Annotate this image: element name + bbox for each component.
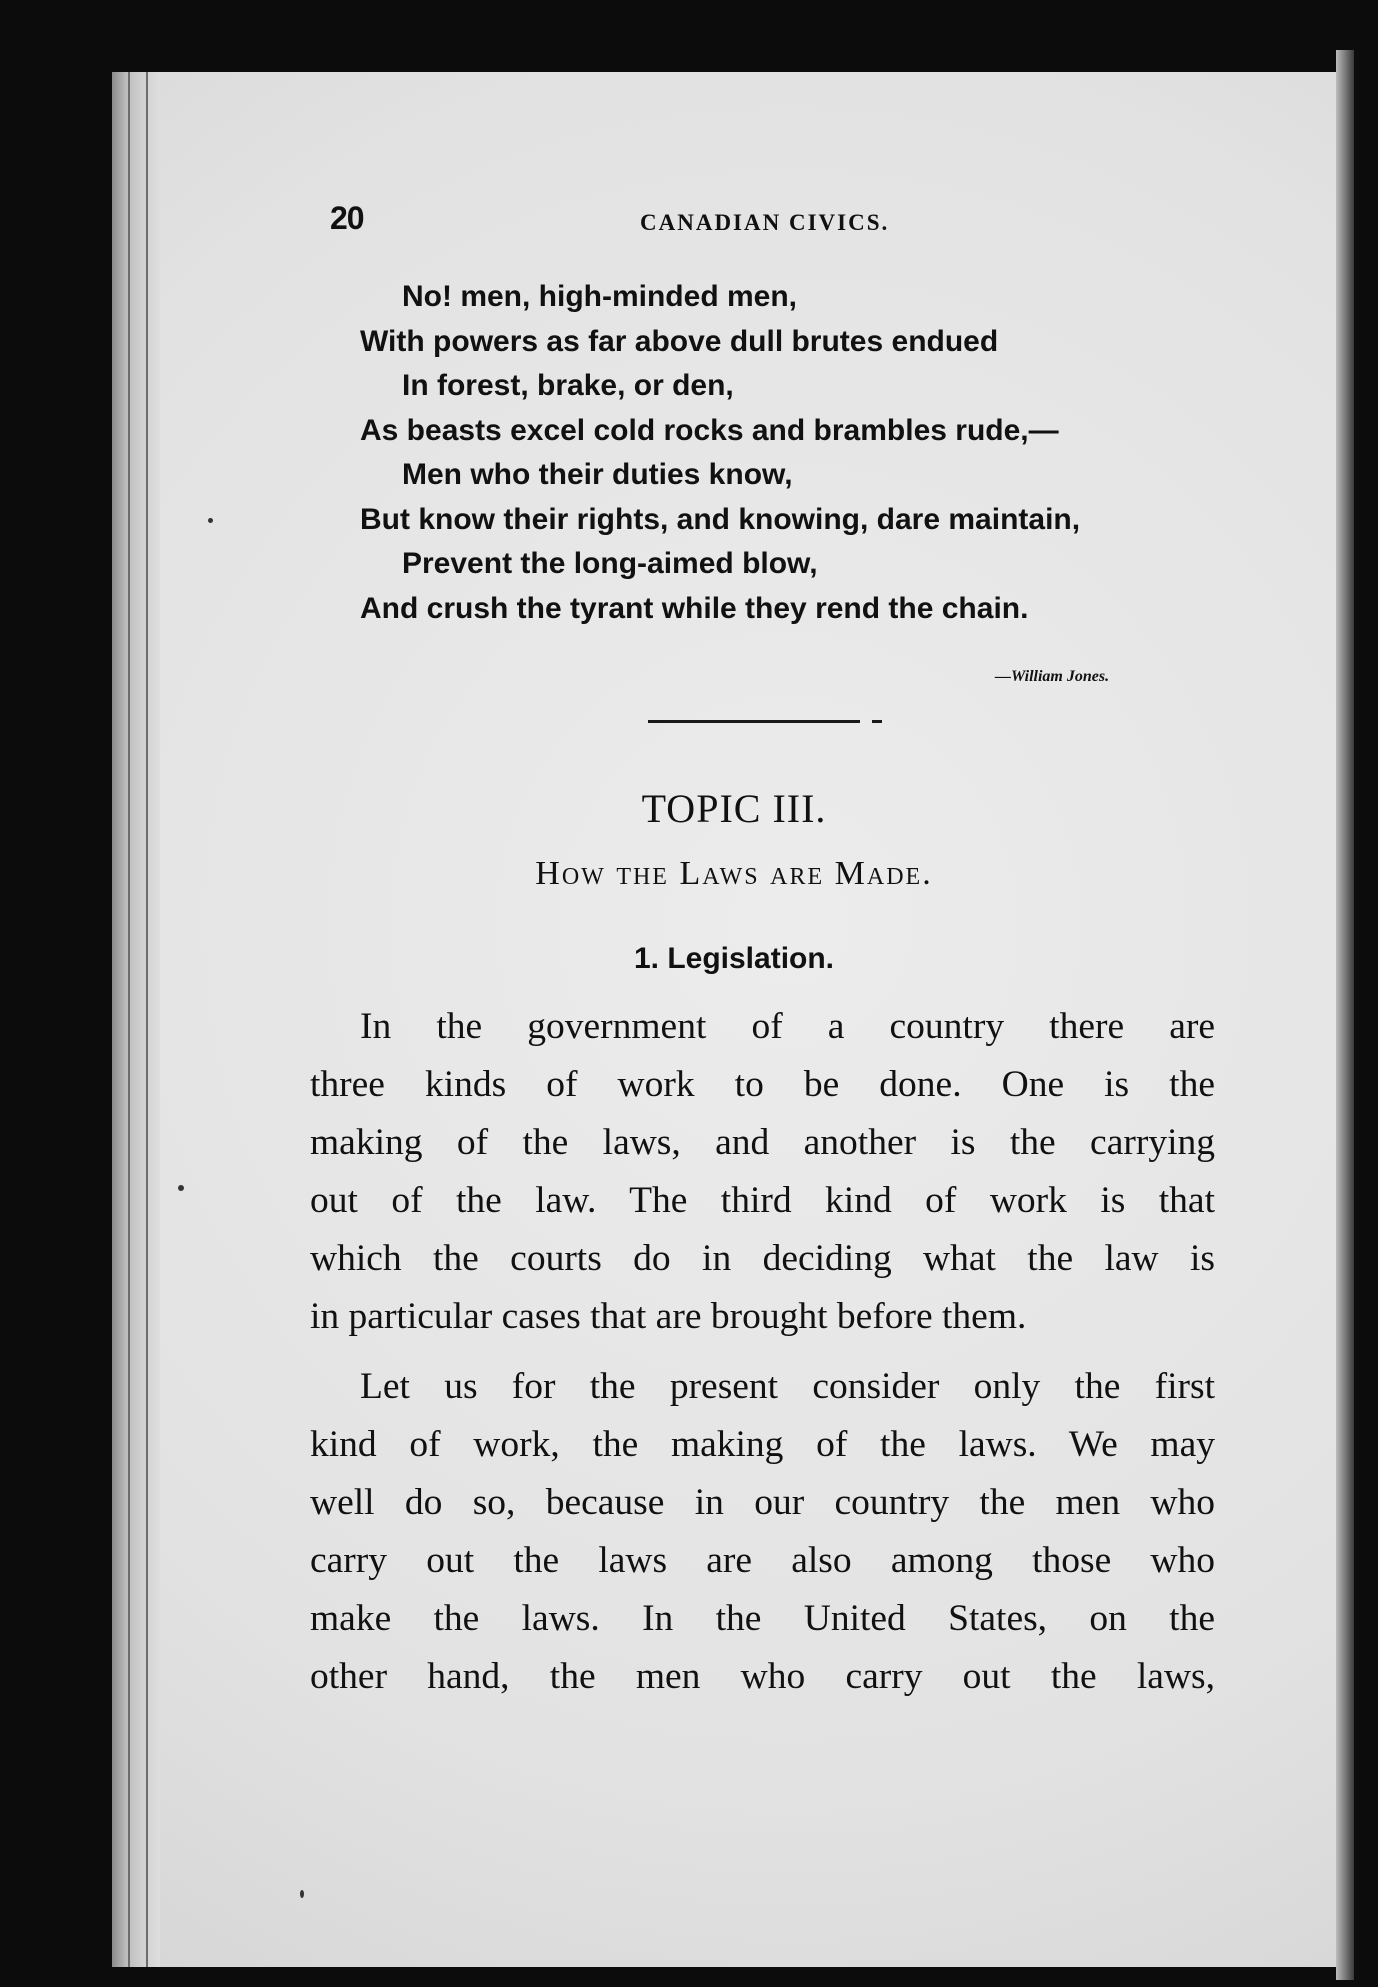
- poem-line: No! men, high-minded men,: [402, 280, 797, 313]
- poem-line: And crush the tyrant while they rend the chain.: [360, 591, 1029, 625]
- sub-heading: 1. Legislation.: [633, 942, 835, 975]
- page-number: 20: [330, 200, 364, 236]
- body-paragraph: [310, 998, 1215, 1346]
- section-divider: [648, 720, 860, 723]
- page-gutter: [112, 72, 160, 1967]
- poem-attribution: —William Jones.: [995, 668, 1110, 685]
- poem-stanza: [360, 275, 1220, 631]
- scan-speck: [178, 1185, 184, 1191]
- paragraph-line: Let us for the present consider only the first: [360, 1366, 1215, 1407]
- section-divider-tick: [872, 720, 882, 723]
- paragraph-line: out of the law. The third kind of work is that: [310, 1180, 1215, 1221]
- scan-speck: [300, 1890, 304, 1898]
- scan-speck: [208, 518, 213, 523]
- poem-line: Men who their duties know,: [402, 458, 793, 491]
- paragraph-line: In the government of a country there are: [360, 1006, 1215, 1047]
- paragraph-line: make the laws. In the United States, on the: [310, 1598, 1215, 1639]
- poem-line: With powers as far above dull brutes endued: [360, 324, 999, 358]
- paragraph-line: kind of work, the making of the laws. We may: [310, 1424, 1215, 1465]
- section-title: How the Laws are Made.: [535, 855, 933, 892]
- paragraph-line: making of the laws, and another is the carrying: [310, 1122, 1215, 1163]
- poem-line: In forest, brake, or den,: [402, 369, 734, 402]
- page-header: [0, 200, 1378, 250]
- running-head: CANADIAN CIVICS.: [640, 210, 890, 235]
- paragraph-line: well do so, because in our country the men who: [310, 1482, 1215, 1523]
- paragraph-line: three kinds of work to be done. One is the: [310, 1064, 1215, 1105]
- paragraph-line: other hand, the men who carry out the laws,: [310, 1656, 1215, 1697]
- body-paragraph: [310, 1358, 1215, 1706]
- poem-line: As beasts excel cold rocks and brambles rude,—: [360, 413, 1059, 447]
- poem-line: But know their rights, and knowing, dare maintain,: [360, 502, 1081, 536]
- gutter-line: [146, 72, 148, 1967]
- poem-line: Prevent the long-aimed blow,: [402, 547, 818, 580]
- paragraph-line: in particular cases that are brought before them.: [310, 1296, 1027, 1337]
- topic-title: TOPIC III.: [641, 786, 827, 831]
- page-edge: [1336, 50, 1354, 1980]
- paragraph-line: carry out the laws are also among those who: [310, 1540, 1215, 1581]
- paragraph-line: which the courts do in deciding what the law is: [310, 1238, 1215, 1279]
- gutter-line: [128, 72, 130, 1967]
